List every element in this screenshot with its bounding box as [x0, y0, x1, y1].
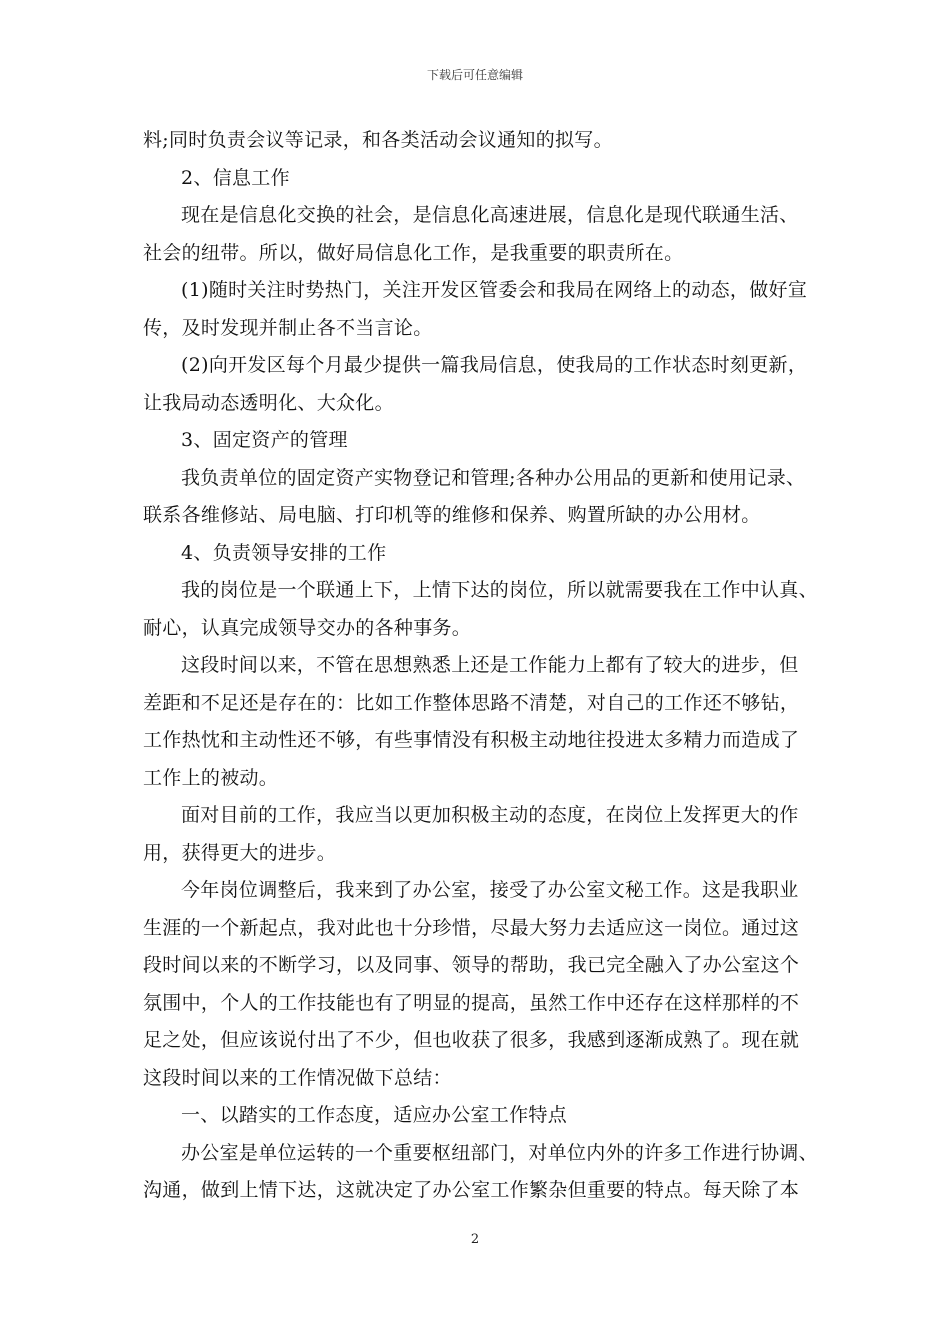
text-line: 传，及时发现并制止各不当言论。	[143, 316, 433, 339]
text-line: 耐心，认真完成领导交办的各种事务。	[143, 616, 472, 639]
page-header: 下载后可任意编辑	[426, 68, 523, 82]
text-line: 氛围中，个人的工作技能也有了明显的提高，虽然工作中还存在这样那样的不	[143, 991, 800, 1014]
text-line: 段时间以来的不断学习，以及同事、领导的帮助，我已完全融入了办公室这个	[143, 954, 800, 976]
section-heading: 3、固定资产的管理	[181, 429, 348, 451]
text-line: 联系各维修站、局电脑、打印机等的维修和保养、购置所缺的办公用材。	[143, 504, 761, 526]
text-line: 我的岗位是一个联通上下，上情下达的岗位，所以就需要我在工作中认真、	[181, 579, 818, 601]
text-line: 料;同时负责会议等记录，和各类活动会议通知的拟写。	[143, 129, 613, 151]
text-line: 社会的纽带。所以，做好局信息化工作，是我重要的职责所在。	[143, 241, 684, 264]
text-line: 现在是信息化交换的社会，是信息化高速进展，信息化是现代联通生活、	[181, 204, 799, 226]
text-line: 足之处，但应该说付出了不少，但也收获了很多，我感到逐渐成熟了。现在就	[143, 1029, 800, 1051]
section-heading: 4、负责领导安排的工作	[181, 541, 387, 564]
text-line: (1)随时关注时势热门，关注开发区管委会和我局在网络上的动态，做好宣	[181, 279, 808, 301]
document-body	[143, 122, 827, 1210]
text-line: 今年岗位调整后，我来到了办公室，接受了办公室文秘工作。这是我职业	[181, 879, 799, 901]
text-line: 用，获得更大的进步。	[143, 841, 337, 864]
text-line: (2)向开发区每个月最少提供一篇我局信息，使我局的工作状态时刻更新，	[181, 354, 808, 376]
text-line: 这段时间以来，不管在思想熟悉上还是工作能力上都有了较大的进步，但	[181, 654, 799, 676]
text-line: 这段时间以来的工作情况做下总结：	[143, 1066, 452, 1089]
text-line: 办公室是单位运转的一个重要枢纽部门，对单位内外的许多工作进行协调、	[181, 1141, 818, 1164]
section-heading: 一、以踏实的工作态度，适应办公室工作特点	[181, 1104, 568, 1126]
text-line: 我负责单位的固定资产实物登记和管理;各种办公用品的更新和使用记录、	[181, 466, 806, 489]
section-heading: 2、信息工作	[181, 166, 290, 189]
text-line: 工作上的被动。	[143, 766, 279, 789]
text-line: 生涯的一个新起点，我对此也十分珍惜，尽最大努力去适应这一岗位。通过这	[143, 916, 800, 939]
text-line: 面对目前的工作，我应当以更加积极主动的态度，在岗位上发挥更大的作	[181, 804, 799, 826]
page-number: 2	[470, 1232, 480, 1247]
text-line: 差距和不足还是存在的：比如工作整体思路不清楚，对自己的工作还不够钻，	[143, 691, 800, 714]
text-line: 让我局动态透明化、大众化。	[143, 391, 394, 414]
text-line: 沟通，做到上情下达，这就决定了办公室工作繁杂但重要的特点。每天除了本	[143, 1179, 800, 1201]
text-line: 工作热忱和主动性还不够，有些事情没有积极主动地往投进太多精力而造成了	[143, 729, 800, 751]
